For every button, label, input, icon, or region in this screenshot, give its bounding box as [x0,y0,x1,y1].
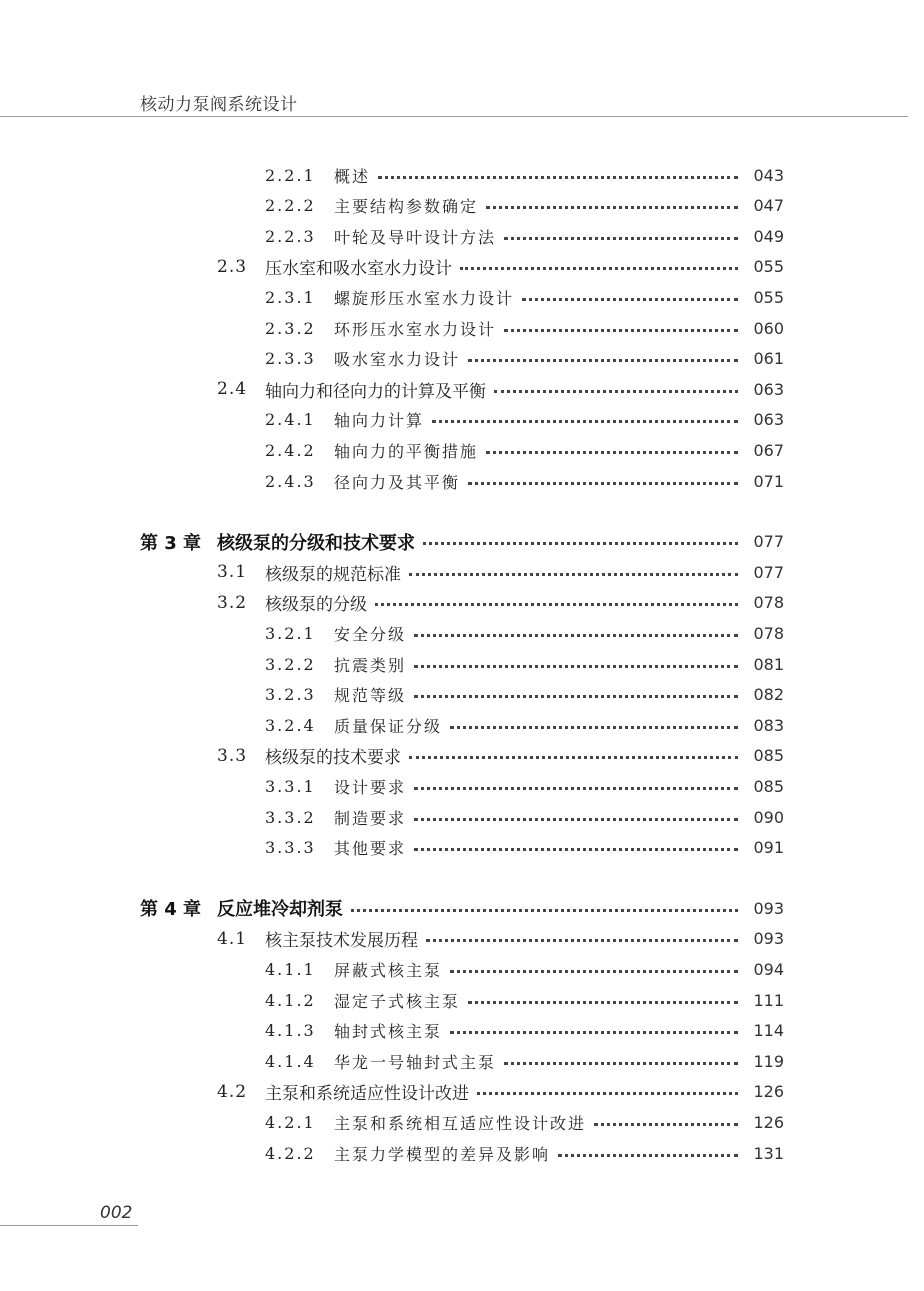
toc-subsection-entry[interactable] [265,221,784,251]
toc-subsection-entry[interactable] [265,710,784,740]
toc-entry-number: 4.2.1 [265,1112,316,1132]
toc-entry-page: 077 [753,532,784,552]
toc-entry-title: 主泵和系统相互适应性设计改进 [334,1113,587,1133]
toc-entry-number: 2.3 [217,256,248,277]
toc-entry-title: 径向力及其平衡 [334,472,461,492]
toc-entry-number: 2.2.1 [265,165,316,185]
toc-section-entry[interactable] [217,557,784,587]
toc-dot-leader [494,390,738,393]
toc-dot-leader [477,1092,738,1095]
toc-entry-page: 083 [753,715,784,735]
toc-entry-title: 质量保证分级 [334,716,443,736]
toc-dot-leader [486,451,738,454]
toc-entry-title: 核级泵的分级和技术要求 [217,532,415,554]
toc-entry-number: 2.3.3 [265,349,316,369]
toc-entry-title: 主泵力学模型的差异及影响 [334,1144,551,1164]
toc-entry-title: 主泵和系统适应性设计改进 [265,1084,469,1105]
toc-dot-leader [468,482,738,485]
page-number: 002 [100,1203,133,1223]
toc-dot-leader [414,787,738,790]
toc-entry-page: 055 [753,257,784,277]
toc-dot-leader [414,695,738,698]
toc-entry-page: 061 [753,349,784,369]
toc-entry-title: 概述 [334,166,371,186]
toc-entry-number: 3.3.1 [265,776,316,796]
toc-section-entry[interactable] [217,741,784,771]
toc-entry-title: 华龙一号轴封式主泵 [334,1052,497,1072]
toc-dot-leader [423,542,738,545]
toc-entry-page: 049 [753,226,784,246]
toc-subsection-entry[interactable] [265,1107,784,1137]
toc-entry-page: 094 [753,959,784,979]
header-rule [0,116,908,117]
toc-entry-page: 126 [753,1082,784,1102]
toc-entry-number: 第 4 章 [140,899,202,921]
footer-rule [0,1225,138,1226]
toc-entry-page: 063 [753,379,784,399]
toc-dot-leader [460,267,738,270]
toc-entry-title: 规范等级 [334,686,407,706]
toc-section-entry[interactable] [217,252,784,282]
toc-entry-number: 3.2.3 [265,685,316,705]
toc-entry-number: 3.3 [217,745,248,766]
toc-entry-number: 2.3.1 [265,287,316,307]
toc-subsection-entry[interactable] [265,954,784,984]
toc-entry-title: 压水室和吸水室水力设计 [265,259,452,280]
toc-entry-page: 067 [753,440,784,460]
toc-entry-title: 抗震类别 [334,655,407,675]
toc-entry-number: 4.1.4 [265,1051,316,1071]
toc-entry-title: 轴向力和径向力的计算及平衡 [265,381,486,402]
toc-dot-leader [486,206,738,209]
toc-dot-leader [432,420,738,423]
toc-entry-number: 第 3 章 [140,532,202,554]
toc-entry-title: 设计要求 [334,777,407,797]
toc-dot-leader [414,818,738,821]
toc-dot-leader [426,939,738,942]
toc-entry-number: 2.2.2 [265,196,316,216]
toc-entry-page: 082 [753,685,784,705]
toc-subsection-entry[interactable] [265,802,784,832]
toc-entry-number: 3.2.4 [265,715,316,735]
toc-entry-number: 4.1.1 [265,959,316,979]
toc-section-entry[interactable] [217,374,784,404]
toc-section-entry[interactable] [217,924,784,954]
toc-dot-leader [409,756,738,759]
toc-entry-number: 2.4 [217,379,248,400]
toc-entry-page: 126 [753,1112,784,1132]
toc-entry-page: 081 [753,654,784,674]
toc-entry-page: 131 [753,1143,784,1163]
toc-entry-title: 制造要求 [334,808,407,828]
toc-chapter-entry[interactable] [140,893,784,923]
toc-subsection-entry[interactable] [265,405,784,435]
toc-dot-leader [558,1154,738,1157]
toc-dot-leader [504,237,738,240]
toc-entry-number: 2.3.2 [265,318,316,338]
toc-entry-page: 043 [753,165,784,185]
toc-entry-number: 4.1.3 [265,1021,316,1041]
toc-subsection-entry[interactable] [265,313,784,343]
toc-subsection-entry[interactable] [265,618,784,648]
toc-entry-number: 4.1 [217,928,248,949]
toc-dot-leader [450,970,738,973]
toc-entry-page: 091 [753,838,784,858]
toc-dot-leader [522,298,738,301]
toc-entry-number: 3.2 [217,592,248,613]
toc-entry-title: 环形压水室水力设计 [334,319,497,339]
toc-dot-leader [409,573,738,576]
toc-entry-page: 077 [753,562,784,582]
toc-entry-title: 核级泵的分级 [265,595,367,616]
toc-entry-title: 吸水室水力设计 [334,350,461,370]
toc-entry-number: 3.3.2 [265,807,316,827]
toc-entry-title: 轴向力的平衡措施 [334,441,479,461]
toc-entry-number: 3.2.2 [265,654,316,674]
toc-subsection-entry[interactable] [265,160,784,190]
toc-section-entry[interactable] [217,1077,784,1107]
toc-entry-number: 4.1.2 [265,990,316,1010]
toc-dot-leader [378,176,738,179]
toc-entry-page: 063 [753,410,784,430]
toc-entry-number: 2.4.3 [265,471,316,491]
toc-dot-leader [468,1001,738,1004]
toc-entry-title: 核级泵的技术要求 [265,748,401,769]
toc-dot-leader [504,1062,738,1065]
toc-entry-title: 核主泵技术发展历程 [265,931,418,952]
toc-entry-number: 2.4.1 [265,410,316,430]
toc-entry-number: 3.1 [217,562,248,583]
toc-entry-page: 085 [753,776,784,796]
toc-entry-page: 114 [753,1021,784,1041]
toc-subsection-entry[interactable] [265,771,784,801]
toc-subsection-entry[interactable] [265,282,784,312]
toc-subsection-entry[interactable] [265,649,784,679]
toc-subsection-entry[interactable] [265,833,784,863]
toc-dot-leader [414,665,738,668]
toc-entry-title: 其他要求 [334,839,407,859]
toc-entry-title: 核级泵的规范标准 [265,564,401,585]
toc-entry-title: 叶轮及导叶设计方法 [334,227,497,247]
toc-entry-number: 4.2.2 [265,1143,316,1163]
toc-dot-leader [414,848,738,851]
toc-chapter-entry[interactable] [140,527,784,557]
toc-entry-number: 4.2 [217,1081,248,1102]
toc-dot-leader [504,329,738,332]
toc-subsection-entry[interactable] [265,466,784,496]
toc-entry-page: 078 [753,593,784,613]
toc-entry-number: 3.2.1 [265,623,316,643]
toc-entry-title: 轴向力计算 [334,411,425,431]
toc-entry-number: 3.3.3 [265,838,316,858]
toc-subsection-entry[interactable] [265,435,784,465]
toc-section-entry[interactable] [217,588,784,618]
toc-dot-leader [414,634,738,637]
toc-subsection-entry[interactable] [265,985,784,1015]
toc-subsection-entry[interactable] [265,344,784,374]
toc-dot-leader [468,359,738,362]
toc-entry-number: 2.4.2 [265,440,316,460]
toc-entry-page: 093 [753,898,784,918]
toc-subsection-entry[interactable] [265,1016,784,1046]
toc-entry-page: 071 [753,471,784,491]
toc-subsection-entry[interactable] [265,1046,784,1076]
toc-entry-page: 047 [753,196,784,216]
toc-dot-leader [375,603,738,606]
toc-dot-leader [450,1031,738,1034]
toc-entry-title: 螺旋形压水室水力设计 [334,288,515,308]
toc-entry-page: 060 [753,318,784,338]
toc-subsection-entry[interactable] [265,1138,784,1168]
toc-entry-number: 2.2.3 [265,226,316,246]
toc-entry-page: 119 [753,1051,784,1071]
toc-entry-page: 090 [753,807,784,827]
toc-entry-title: 安全分级 [334,624,407,644]
running-header-title: 核动力泵阀系统设计 [140,95,298,115]
toc-entry-page: 085 [753,746,784,766]
toc-entry-title: 主要结构参数确定 [334,197,479,217]
toc-entry-page: 078 [753,623,784,643]
toc-dot-leader [450,726,738,729]
toc-dot-leader [351,909,738,912]
toc-entry-title: 湿定子式核主泵 [334,991,461,1011]
toc-entry-title: 轴封式核主泵 [334,1022,443,1042]
toc-entry-page: 093 [753,929,784,949]
toc-entry-page: 111 [753,990,784,1010]
toc-subsection-entry[interactable] [265,191,784,221]
toc-entry-title: 反应堆冷却剂泵 [217,899,343,921]
toc-entry-title: 屏蔽式核主泵 [334,960,443,980]
toc-subsection-entry[interactable] [265,680,784,710]
toc-entry-page: 055 [753,287,784,307]
toc-dot-leader [594,1123,738,1126]
